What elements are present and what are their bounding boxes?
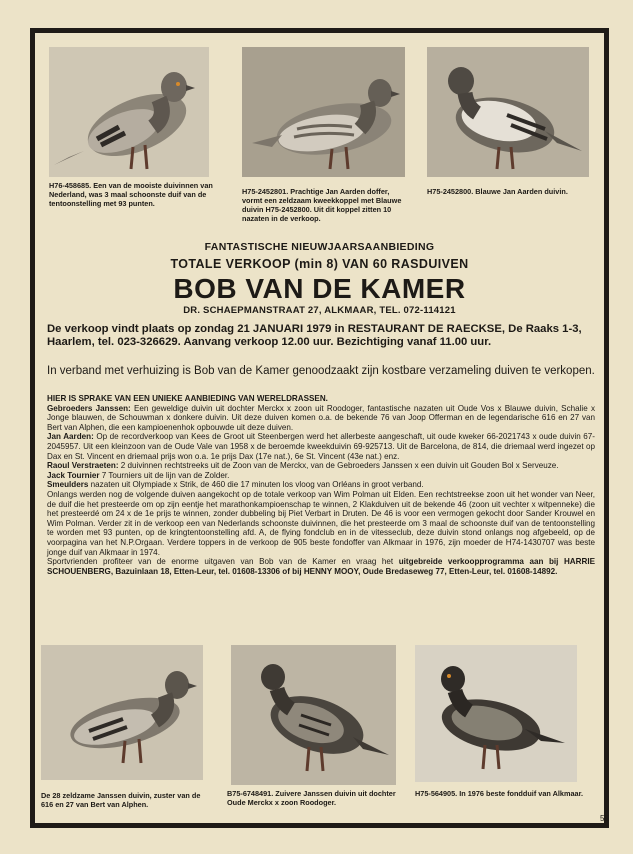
body-paragraph: Gebroeders Janssen: Een geweldige duivin uit dochter Merckx x zoon uit Roodoger, fantastische nazaten uit Oude Vos x Blauwe duivin, Schalie x Jonge blauwen, de Schouwman x donkere duivin. Uit deze duiven komen o.a. de bekende 76 van Joop Offerman en de legendarische 616 en 27 van Bert van Alphen, die een kampioenenhok opbouwde uit deze duiven. (47, 403, 595, 432)
body-text (47, 394, 595, 576)
caption-bottom-right: H75-564905. In 1976 beste fondduif van Alkmaar. (415, 789, 584, 798)
caption-bottom-left: De 28 zeldzame Janssen duivin, zuster van de 616 en 27 van Bert van Alphen. (41, 791, 201, 809)
photo-pigeon-top-middle (242, 47, 405, 177)
heading-seller-name: BOB VAN DE KAMER (173, 273, 466, 304)
pigeon-photo-image (41, 645, 203, 780)
photo-pigeon-bottom-middle (231, 645, 396, 785)
pigeon-photo-image (49, 47, 209, 177)
body-paragraph: Jack Tournier 7 Tourniers uit de lijn van de Zolder. (47, 470, 230, 480)
photo-pigeon-top-left (49, 47, 209, 177)
pigeon-photo-image (242, 47, 405, 177)
caption-top-right: H75-2452800. Blauwe Jan Aarden duivin. (427, 187, 568, 196)
lead-paragraph-2: In verband met verhuizing is Bob van de Kamer genoodzaakt zijn kostbare verzameling duiven te verkopen. (47, 365, 595, 377)
body-paragraph: Smeulders nazaten uit Olympiade x Strik, de 460 die 17 minuten los vloog van Orléans in groot verband. (47, 480, 424, 490)
pigeon-photo-image (427, 47, 589, 177)
caption-top-middle: H75-2452801. Prachtige Jan Aarden doffer, vormt een zeldzaam kweekkoppel met Blauwe duivin H75-2452800. Uit dit koppel zitten 10 nazaten in de verkoop. (242, 187, 402, 223)
caption-bottom-middle: B75-6748491. Zuivere Janssen duivin uit dochter Oude Merckx x zoon Roodoger. (227, 789, 396, 807)
body-paragraph: Sportvrienden profiteer van de enorme uitgaven van Bob van de Kamer en vraag het uitgebreide verkoopprogramma aan bij HARRIE SCHOUENBERG, Bazuinlaan 18, Etten-Leur, tel. 01608-13306 of bij HENNY MOOY, Oude Bredaseweg 77, Etten-Leur, tel. 01608-14892. (47, 557, 595, 576)
caption-top-left: H76-458685. Een van de mooiste duivinnen van Nederland, was 3 maal schoonste duif van de tentoonstelling met 93 punten. (49, 181, 213, 208)
page-number: 55 (600, 814, 609, 823)
heading-offer: FANTASTISCHE NIEUWJAARSAANBIEDING (204, 241, 435, 253)
pigeon-photo-image (231, 645, 396, 785)
pigeon-photo-image (415, 645, 577, 782)
heading-address: DR. SCHAEPMANSTRAAT 27, ALKMAAR, TEL. 072-114121 (183, 305, 456, 316)
body-paragraph: Jan Aarden: Op de recordverkoop van Kees de Groot uit Steenbergen werd het allerbeste aangeschaft, uit oude kweker 66-2021743 x oude duivin 67-2045957. Uit een kleinzoon van de Oude Vale van 1958 x de beroemde kweekduivin 69-925713. Uit de Barcelona, de 814, die driemaal werd ingezet op Dax en St. Vincent en driemaal prijs won o.a. 1e prijs Dax (17e nat.), 6e St. Vincent (43e nat.) enz. (47, 432, 595, 461)
advertisement-frame (30, 28, 609, 828)
body-paragraph: Raoul Verstraeten: 2 duivinnen rechtstreeks uit de Zoon van de Merckx, van de Gebroeders Janssen x een duivin uit Gouden Bol x Serveuze. (47, 461, 559, 471)
photo-pigeon-bottom-left (41, 645, 203, 780)
body-intro: HIER IS SPRAKE VAN EEN UNIEKE AANBIEDING VAN WERELDRASSEN. (47, 394, 328, 403)
heading-sale: TOTALE VERKOOP (min 8) VAN 60 RASDUIVEN (170, 257, 469, 271)
photo-pigeon-bottom-right (415, 645, 577, 782)
body-paragraph: Onlangs werden nog de volgende duiven aangekocht op de totale verkoop van Wim Polman uit Elden. Een rechtstreekse zoon uit het wonder van Neer, de duif die het presteerde om op zijn eentje het marathonkampioenschap te winnen, 2 Klakduiven uit de bekende 46 (zoon uit vechter x witpenneke) die het presteerdé om 24 x de 1e prijs te winnen, zonder dubbeling bij Piet Verbart in Druten. De 46 is voor een vermogen gekocht door Sander Krouwel en Wim Polman. Verder zit in de verkoop een van Nederlands schoonste duivinnen, die het presteerde om 3 maal de schoonste duif van de tentoonstelling te worden met 93 punten, op de kringtentoonstelling afd. A, de flying fondclub en in de vitesseclub, deze duivin stond onlangs nog afgebeeld, op de voorpagina van het N.P.Orgaan. Verdere toppers in de verkoop de 905 beste fondoffer van Alkmaar in 1976, zijn moeder de H74-1430707 was beste jonge duif van Alkmaar in 1974. (47, 489, 595, 557)
lead-paragraph: De verkoop vindt plaats op zondag 21 JANUARI 1979 in RESTAURANT DE RAECKSE, De Raaks 1-3, Haarlem, tel. 023-326629. Aanvang verkoop 12.00 uur. Bezichtiging vanaf 11.00 uur. (47, 323, 582, 348)
photo-pigeon-top-right (427, 47, 589, 177)
